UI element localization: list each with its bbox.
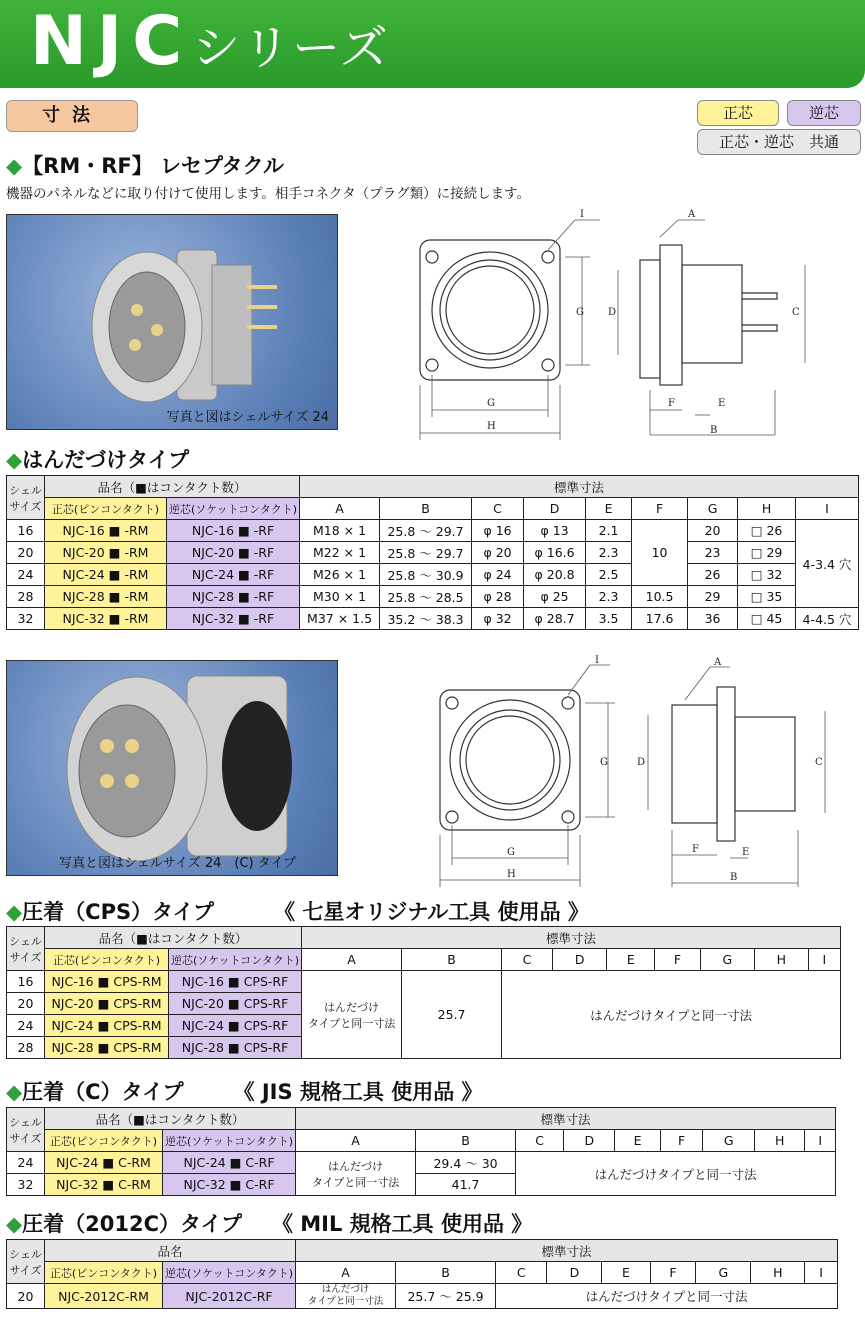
cell-A-merged: はんだづけ タイプと同一寸法	[296, 1152, 416, 1196]
photo-caption-2: 写真と図はシェルサイズ 24 (C) タイプ	[59, 856, 297, 871]
cell-I-merged: 4-3.4 穴	[796, 520, 859, 608]
col-header-I: I	[808, 949, 840, 971]
dim2-label-G-bottom: G	[507, 847, 515, 858]
cell-socket: NJC-24 ■ C-RF	[163, 1152, 296, 1174]
cell-A: M30 × 1	[300, 586, 380, 608]
col-header-C: C	[496, 1262, 547, 1284]
dim2-label-D: D	[637, 757, 646, 768]
cell-socket: NJC-16 ■ CPS-RF	[169, 971, 302, 993]
dim-label-E: E	[718, 398, 726, 409]
cps-tool-note: 《 七星オリジナル工具 使用品 》	[274, 900, 589, 924]
cell-shell: 20	[7, 993, 45, 1015]
col-header-G: G	[703, 1130, 754, 1152]
cell-socket: NJC-28 ■ CPS-RF	[169, 1037, 302, 1059]
c-type-spec-table	[6, 1107, 836, 1196]
dim-label-B: B	[710, 425, 718, 436]
table-row	[7, 971, 841, 993]
dim-label-A: A	[688, 209, 696, 220]
connector-photo-1	[6, 214, 338, 430]
dim2-label-G-side: G	[600, 757, 608, 768]
col-header-F: F	[650, 1262, 696, 1284]
cell-C: φ 28	[472, 586, 524, 608]
cell-shell: 24	[7, 564, 45, 586]
dim2-label-F: F	[692, 844, 699, 855]
gyakushin-header: 逆芯(ソケットコンタクト)	[163, 1130, 296, 1152]
cell-pin: NJC-2012C-RM	[45, 1284, 163, 1309]
cell-shell: 20	[7, 542, 45, 564]
col-header-E: E	[607, 949, 655, 971]
cell-socket: NJC-16 ■ -RF	[167, 520, 300, 542]
cell-pin: NJC-16 ■ -RM	[45, 520, 167, 542]
cell-A: M26 × 1	[300, 564, 380, 586]
cell-rest-merged: はんだづけタイプと同一寸法	[502, 971, 841, 1059]
col-header-G: G	[688, 498, 738, 520]
cell-pin: NJC-32 ■ -RM	[45, 608, 167, 630]
dim2-label-A: A	[714, 657, 722, 668]
badge-common: 正芯・逆芯 共通	[697, 129, 861, 155]
cell-E: 2.1	[586, 520, 632, 542]
col-header-A: A	[302, 949, 402, 971]
cell-pin: NJC-28 ■ -RM	[45, 586, 167, 608]
col-header-I: I	[805, 1130, 836, 1152]
cell-D: φ 25	[524, 586, 586, 608]
cell-C: φ 16	[472, 520, 524, 542]
cell-B: 25.7 ～ 25.9	[396, 1284, 496, 1309]
cell-shell: 32	[7, 1174, 45, 1196]
col-header-I: I	[805, 1262, 838, 1284]
col-header-H: H	[755, 949, 808, 971]
cell-D: φ 13	[524, 520, 586, 542]
cell-G: 20	[688, 520, 738, 542]
cell-socket: NJC-20 ■ CPS-RF	[169, 993, 302, 1015]
cell-C: φ 32	[472, 608, 524, 630]
table-row	[7, 1152, 836, 1174]
name-header: 品名（■はコンタクト数）	[45, 1108, 296, 1130]
cell-pin: NJC-20 ■ -RM	[45, 542, 167, 564]
dim2-label-I: I	[595, 655, 599, 666]
rm-rf-heading: ◆【RM・RF】 レセプタクル	[6, 154, 284, 178]
connector-illustration-2	[7, 661, 338, 876]
cell-shell: 28	[7, 1037, 45, 1059]
col-header-A: A	[296, 1262, 396, 1284]
shell-size-header: シェル サイズ	[7, 1240, 45, 1284]
col-header-B: B	[380, 498, 472, 520]
col-header-A: A	[300, 498, 380, 520]
gyakushin-header: 逆芯(ソケットコンタクト)	[169, 949, 302, 971]
seishin-header: 正芯(ピンコンタクト)	[45, 949, 169, 971]
cell-shell: 28	[7, 586, 45, 608]
cell-shell: 24	[7, 1015, 45, 1037]
photo-caption-1: 写真と図はシェルサイズ 24	[166, 410, 329, 425]
cell-G: 26	[688, 564, 738, 586]
col-header-G: G	[696, 1262, 751, 1284]
cell-shell: 24	[7, 1152, 45, 1174]
gyakushin-header: 逆芯(ソケットコンタクト)	[163, 1262, 296, 1284]
dim2-label-H: H	[507, 869, 516, 880]
cell-E: 3.5	[586, 608, 632, 630]
cell-A: M22 × 1	[300, 542, 380, 564]
name-header: 品名（■はコンタクト数）	[45, 927, 302, 949]
mil-spec-table	[6, 1239, 838, 1309]
shell-size-header: シェル サイズ	[7, 927, 45, 971]
cell-socket: NJC-24 ■ -RF	[167, 564, 300, 586]
cell-E: 2.5	[586, 564, 632, 586]
col-header-E: E	[586, 498, 632, 520]
col-header-D: D	[547, 1262, 602, 1284]
std-dim-header: 標準寸法	[302, 927, 841, 949]
cell-B: 29.4 ～ 30	[416, 1152, 516, 1174]
dim-label-C: C	[792, 307, 800, 318]
col-header-C: C	[472, 498, 524, 520]
cell-C: φ 24	[472, 564, 524, 586]
c-type-heading: ◆圧着（C）タイプ 《 JIS 規格工具 使用品 》	[6, 1080, 483, 1104]
cell-G: 36	[688, 608, 738, 630]
cell-G: 23	[688, 542, 738, 564]
cell-F: 17.6	[632, 608, 688, 630]
col-header-F: F	[660, 1130, 703, 1152]
col-header-B: B	[416, 1130, 516, 1152]
cell-rest-merged: はんだづけタイプと同一寸法	[516, 1152, 836, 1196]
col-header-C: C	[502, 949, 553, 971]
gyakushin-header: 逆芯(ソケットコンタクト)	[167, 498, 300, 520]
cell-A: M18 × 1	[300, 520, 380, 542]
diamond-icon: ◆	[6, 154, 23, 178]
title-banner	[0, 0, 865, 88]
table-row	[7, 608, 859, 630]
cell-socket: NJC-32 ■ -RF	[167, 608, 300, 630]
cell-pin: NJC-32 ■ C-RM	[45, 1174, 163, 1196]
cell-pin: NJC-20 ■ CPS-RM	[45, 993, 169, 1015]
std-dim-header: 標準寸法	[296, 1108, 836, 1130]
connector-photo-2	[6, 660, 338, 876]
cell-socket: NJC-2012C-RF	[163, 1284, 296, 1309]
mil-tool-note: 《 MIL 規格工具 使用品 》	[271, 1212, 533, 1236]
cell-B: 25.8 ～ 29.7	[380, 542, 472, 564]
col-header-C: C	[516, 1130, 564, 1152]
cell-pin: NJC-24 ■ -RM	[45, 564, 167, 586]
cell-pin: NJC-24 ■ C-RM	[45, 1152, 163, 1174]
cps-spec-table	[6, 926, 841, 1059]
cell-H: □ 45	[738, 608, 796, 630]
cell-A-merged: はんだづけ タイプと同一寸法	[302, 971, 402, 1059]
cell-G: 29	[688, 586, 738, 608]
diamond-icon: ◆	[6, 1212, 23, 1236]
col-header-D: D	[553, 949, 607, 971]
cell-B: 25.8 ～ 29.7	[380, 520, 472, 542]
cell-I: 4-4.5 穴	[796, 608, 859, 630]
cell-A: M37 × 1.5	[300, 608, 380, 630]
dim-label-I: I	[580, 209, 584, 220]
table-row	[7, 564, 859, 586]
cell-shell: 16	[7, 520, 45, 542]
col-header-D: D	[564, 1130, 615, 1152]
col-header-H: H	[751, 1262, 805, 1284]
cell-C: φ 20	[472, 542, 524, 564]
dimension-drawing-2	[430, 655, 850, 890]
col-header-H: H	[738, 498, 796, 520]
cell-rest-merged: はんだづけタイプと同一寸法	[496, 1284, 838, 1309]
cell-socket: NJC-32 ■ C-RF	[163, 1174, 296, 1196]
cps-heading: ◆圧着（CPS）タイプ 《 七星オリジナル工具 使用品 》	[6, 900, 589, 924]
dim-label-D: D	[608, 307, 617, 318]
cell-D: φ 28.7	[524, 608, 586, 630]
std-dim-header: 標準寸法	[300, 476, 859, 498]
col-header-H: H	[754, 1130, 804, 1152]
name-header: 品名（■はコンタクト数）	[45, 476, 300, 498]
cell-socket: NJC-24 ■ CPS-RF	[169, 1015, 302, 1037]
dim2-label-E: E	[742, 847, 750, 858]
cell-F: 10.5	[632, 586, 688, 608]
badge-seishin: 正芯	[697, 100, 779, 126]
shell-size-header: シェル サイズ	[7, 1108, 45, 1152]
cell-pin: NJC-16 ■ CPS-RM	[45, 971, 169, 993]
cell-F-merged: 10	[632, 520, 688, 586]
badge-gyakushin: 逆芯	[787, 100, 861, 126]
cell-D: φ 20.8	[524, 564, 586, 586]
cell-A: はんだづけ タイプと同一寸法	[296, 1284, 396, 1309]
cell-shell: 16	[7, 971, 45, 993]
std-dim-header: 標準寸法	[296, 1240, 838, 1262]
cell-B: 25.8 ～ 28.5	[380, 586, 472, 608]
seishin-header: 正芯(ピンコンタクト)	[45, 1262, 163, 1284]
seishin-header: 正芯(ピンコンタクト)	[45, 1130, 163, 1152]
diamond-icon: ◆	[6, 1080, 23, 1104]
cell-pin: NJC-28 ■ CPS-RM	[45, 1037, 169, 1059]
diamond-icon: ◆	[6, 448, 23, 472]
cell-D: φ 16.6	[524, 542, 586, 564]
col-header-D: D	[524, 498, 586, 520]
col-header-E: E	[615, 1130, 660, 1152]
name-header: 品名	[45, 1240, 296, 1262]
cell-H: □ 26	[738, 520, 796, 542]
shell-size-header: シェル サイズ	[7, 476, 45, 520]
c-tool-note: 《 JIS 規格工具 使用品 》	[233, 1080, 483, 1104]
mil-heading: ◆圧着（2012C）タイプ 《 MIL 規格工具 使用品 》	[6, 1212, 533, 1236]
dim-label-G-bottom: G	[487, 398, 495, 409]
cell-pin: NJC-24 ■ CPS-RM	[45, 1015, 169, 1037]
dim-label-F: F	[668, 398, 675, 409]
col-header-F: F	[632, 498, 688, 520]
cell-H: □ 35	[738, 586, 796, 608]
cell-B: 35.2 ～ 38.3	[380, 608, 472, 630]
dim-label-G-side: G	[576, 307, 584, 318]
table-row	[7, 1284, 838, 1309]
dimension-drawing-1	[410, 205, 850, 445]
col-header-F: F	[655, 949, 700, 971]
rm-rf-description: 機器のパネルなどに取り付けて使用します。相手コネクタ（プラグ類）に接続します。	[6, 186, 531, 202]
cell-H: □ 32	[738, 564, 796, 586]
solder-heading: ◆はんだづけタイプ	[6, 448, 190, 472]
cell-socket: NJC-28 ■ -RF	[167, 586, 300, 608]
table-row	[7, 520, 859, 542]
cell-shell: 32	[7, 608, 45, 630]
solder-spec-table	[6, 475, 859, 630]
seishin-header: 正芯(ピンコンタクト)	[45, 498, 167, 520]
cell-B: 41.7	[416, 1174, 516, 1196]
section-label: 寸法	[6, 100, 138, 132]
series-title: NJCシリーズ	[30, 2, 390, 81]
cell-shell: 20	[7, 1284, 45, 1309]
diamond-icon: ◆	[6, 900, 23, 924]
dim2-label-B: B	[730, 872, 738, 883]
cell-H: □ 29	[738, 542, 796, 564]
cell-E: 2.3	[586, 586, 632, 608]
cell-B-merged: 25.7	[402, 971, 502, 1059]
connector-illustration-1	[7, 215, 338, 430]
col-header-B: B	[402, 949, 502, 971]
col-header-E: E	[602, 1262, 650, 1284]
col-header-G: G	[700, 949, 755, 971]
col-header-A: A	[296, 1130, 416, 1152]
table-row	[7, 542, 859, 564]
col-header-I: I	[796, 498, 859, 520]
dim-label-H: H	[487, 421, 496, 432]
cell-E: 2.3	[586, 542, 632, 564]
cell-socket: NJC-20 ■ -RF	[167, 542, 300, 564]
col-header-B: B	[396, 1262, 496, 1284]
table-row	[7, 586, 859, 608]
cell-B: 25.8 ～ 30.9	[380, 564, 472, 586]
dim2-label-C: C	[815, 757, 823, 768]
